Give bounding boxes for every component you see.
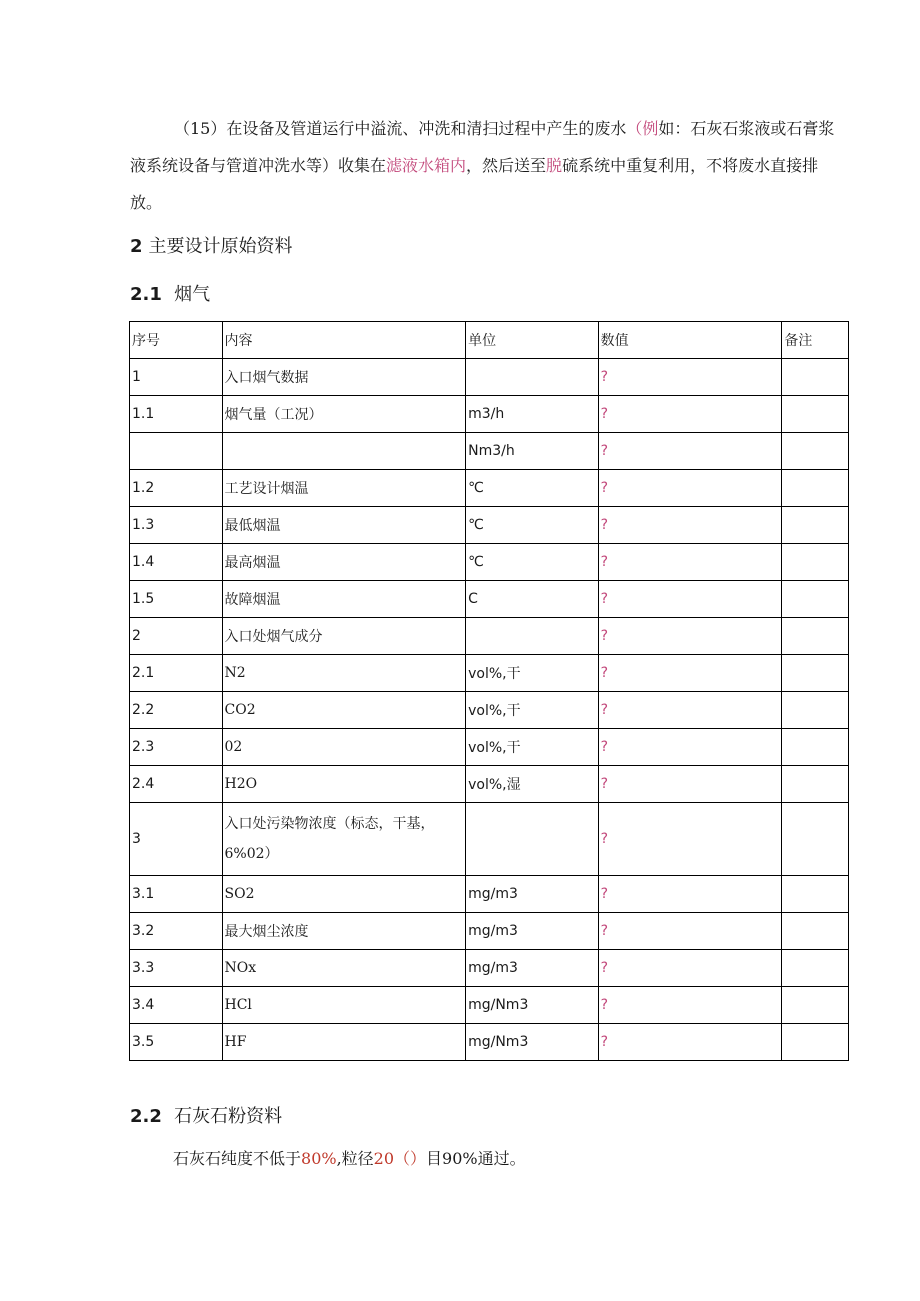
note-cell — [782, 950, 849, 987]
row-number-cell: 3.2 — [130, 913, 223, 950]
para15-example: 例 — [642, 119, 659, 138]
table-row — [130, 359, 849, 396]
row-number-cell: 1.5 — [130, 581, 223, 618]
row-number-cell: 1 — [130, 359, 223, 396]
table-row — [130, 655, 849, 692]
content-cell: 最高烟温 — [222, 544, 466, 581]
content-cell: CO2 — [222, 692, 466, 729]
unit-cell: C — [466, 581, 598, 618]
content-cell: 最大烟尘浓度 — [222, 913, 466, 950]
note-cell — [782, 729, 849, 766]
section-number: 2 — [130, 236, 143, 257]
para15-middle1: 如：石灰石浆液或石膏浆液系统设备与管道冲洗水等）收集在 — [130, 119, 835, 175]
para15-suffix: 硫系统中重复利用，不将废水直接排放。 — [130, 156, 819, 212]
table-row — [130, 618, 849, 655]
table-row — [130, 581, 849, 618]
unit-cell: mg∕m3 — [466, 876, 598, 913]
table-row — [130, 987, 849, 1024]
para15-paren: （ — [626, 119, 643, 138]
limestone-suffix: 目90%通过。 — [426, 1149, 526, 1168]
note-cell — [782, 433, 849, 470]
content-cell: NOx — [222, 950, 466, 987]
row-number-cell: 1.3 — [130, 507, 223, 544]
content-cell: 工艺设计烟温 — [222, 470, 466, 507]
note-cell — [782, 544, 849, 581]
row-number-cell: 3.4 — [130, 987, 223, 1024]
content-cell: HCl — [222, 987, 466, 1024]
value-cell: ? — [598, 433, 782, 470]
flue-gas-table — [129, 321, 849, 1061]
table-row — [130, 507, 849, 544]
limestone-prefix: 石灰石纯度不低于 — [173, 1149, 302, 1168]
section-title: 烟气 — [174, 284, 211, 305]
table-row — [130, 433, 849, 470]
header-cell: 备注 — [782, 322, 849, 359]
note-cell — [782, 1024, 849, 1061]
row-number-cell: 2.1 — [130, 655, 223, 692]
table-row — [130, 470, 849, 507]
section-2-heading — [130, 232, 293, 258]
unit-cell: mg∕Nm3 — [466, 1024, 598, 1061]
value-cell: ? — [598, 766, 782, 803]
note-cell — [782, 692, 849, 729]
content-cell: 02 — [222, 729, 466, 766]
unit-cell — [466, 803, 598, 876]
value-cell: ? — [598, 913, 782, 950]
note-cell — [782, 876, 849, 913]
section-title: 石灰石粉资料 — [174, 1106, 283, 1127]
table-row — [130, 1024, 849, 1061]
content-cell: SO2 — [222, 876, 466, 913]
row-number-cell — [130, 433, 223, 470]
unit-cell: vol%,干 — [466, 655, 598, 692]
unit-cell: mg∕m3 — [466, 950, 598, 987]
note-cell — [782, 470, 849, 507]
unit-cell: vol%,湿 — [466, 766, 598, 803]
row-number-cell: 2.4 — [130, 766, 223, 803]
value-cell: ? — [598, 876, 782, 913]
limestone-mid: ,粒径 — [336, 1149, 374, 1168]
row-number-cell: 2.3 — [130, 729, 223, 766]
unit-cell: mg∕Nm3 — [466, 987, 598, 1024]
value-cell: ? — [598, 729, 782, 766]
table-row — [130, 950, 849, 987]
table-row — [130, 876, 849, 913]
section-number: 2.1 — [130, 284, 162, 305]
value-cell: ? — [598, 803, 782, 876]
value-cell: ? — [598, 1024, 782, 1061]
unit-cell — [466, 618, 598, 655]
row-number-cell: 3 — [130, 803, 223, 876]
note-cell — [782, 359, 849, 396]
row-number-cell: 3.1 — [130, 876, 223, 913]
content-cell: 入口烟气数据 — [222, 359, 466, 396]
value-cell: ? — [598, 987, 782, 1024]
section-2-1-heading — [130, 280, 210, 306]
unit-cell — [466, 359, 598, 396]
table-header-row — [130, 322, 849, 359]
header-cell: 序号 — [130, 322, 223, 359]
table-row — [130, 692, 849, 729]
note-cell — [782, 396, 849, 433]
table-row — [130, 729, 849, 766]
table-row — [130, 913, 849, 950]
table-row — [130, 544, 849, 581]
content-cell: 故障烟温 — [222, 581, 466, 618]
note-cell — [782, 803, 849, 876]
para15-middle2: ，然后送至 — [466, 156, 547, 175]
row-number-cell: 3.3 — [130, 950, 223, 987]
header-cell: 数值 — [598, 322, 782, 359]
limestone-purity: 80% — [301, 1149, 337, 1168]
limestone-size: 20（） — [373, 1149, 427, 1168]
header-cell: 单位 — [466, 322, 598, 359]
table-row — [130, 803, 849, 876]
value-cell: ? — [598, 692, 782, 729]
unit-cell: mg∕m3 — [466, 913, 598, 950]
value-cell: ? — [598, 581, 782, 618]
content-cell: 入口处烟气成分 — [222, 618, 466, 655]
table-row — [130, 766, 849, 803]
note-cell — [782, 618, 849, 655]
value-cell: ? — [598, 544, 782, 581]
row-number-cell: 2 — [130, 618, 223, 655]
row-number-cell: 1.1 — [130, 396, 223, 433]
unit-cell: m3∕h — [466, 396, 598, 433]
value-cell: ? — [598, 618, 782, 655]
row-number-cell: 2.2 — [130, 692, 223, 729]
value-cell: ? — [598, 950, 782, 987]
row-number-cell: 1.4 — [130, 544, 223, 581]
para15-tank: 滤液水箱内 — [386, 156, 467, 175]
value-cell: ? — [598, 655, 782, 692]
limestone-spec — [173, 1146, 526, 1169]
section-number: 2.2 — [130, 1106, 162, 1127]
content-cell: 最低烟温 — [222, 507, 466, 544]
paragraph-15 — [130, 110, 850, 221]
note-cell — [782, 766, 849, 803]
header-cell: 内容 — [222, 322, 466, 359]
content-cell: N2 — [222, 655, 466, 692]
note-cell — [782, 987, 849, 1024]
section-2-2-heading — [130, 1102, 282, 1128]
value-cell: ? — [598, 359, 782, 396]
note-cell — [782, 913, 849, 950]
note-cell — [782, 507, 849, 544]
note-cell — [782, 581, 849, 618]
note-cell — [782, 655, 849, 692]
row-number-cell: 1.2 — [130, 470, 223, 507]
unit-cell: vol%,干 — [466, 692, 598, 729]
value-cell: ? — [598, 507, 782, 544]
para15-desulf: 脱 — [546, 156, 563, 175]
value-cell: ? — [598, 396, 782, 433]
content-cell: H2O — [222, 766, 466, 803]
unit-cell: ℃ — [466, 544, 598, 581]
unit-cell: ℃ — [466, 507, 598, 544]
content-cell — [222, 433, 466, 470]
para15-prefix: （15）在设备及管道运行中溢流、冲洗和清扫过程中产生的废水 — [174, 119, 627, 138]
content-cell: 烟气量（工况） — [222, 396, 466, 433]
value-cell: ? — [598, 470, 782, 507]
content-cell: 入口处污染物浓度（标态，干基，6%02） — [222, 803, 466, 876]
row-number-cell: 3.5 — [130, 1024, 223, 1061]
content-cell: HF — [222, 1024, 466, 1061]
unit-cell: vol%,干 — [466, 729, 598, 766]
unit-cell: Nm3∕h — [466, 433, 598, 470]
table-row — [130, 396, 849, 433]
unit-cell: ℃ — [466, 470, 598, 507]
section-title: 主要设计原始资料 — [148, 236, 293, 257]
